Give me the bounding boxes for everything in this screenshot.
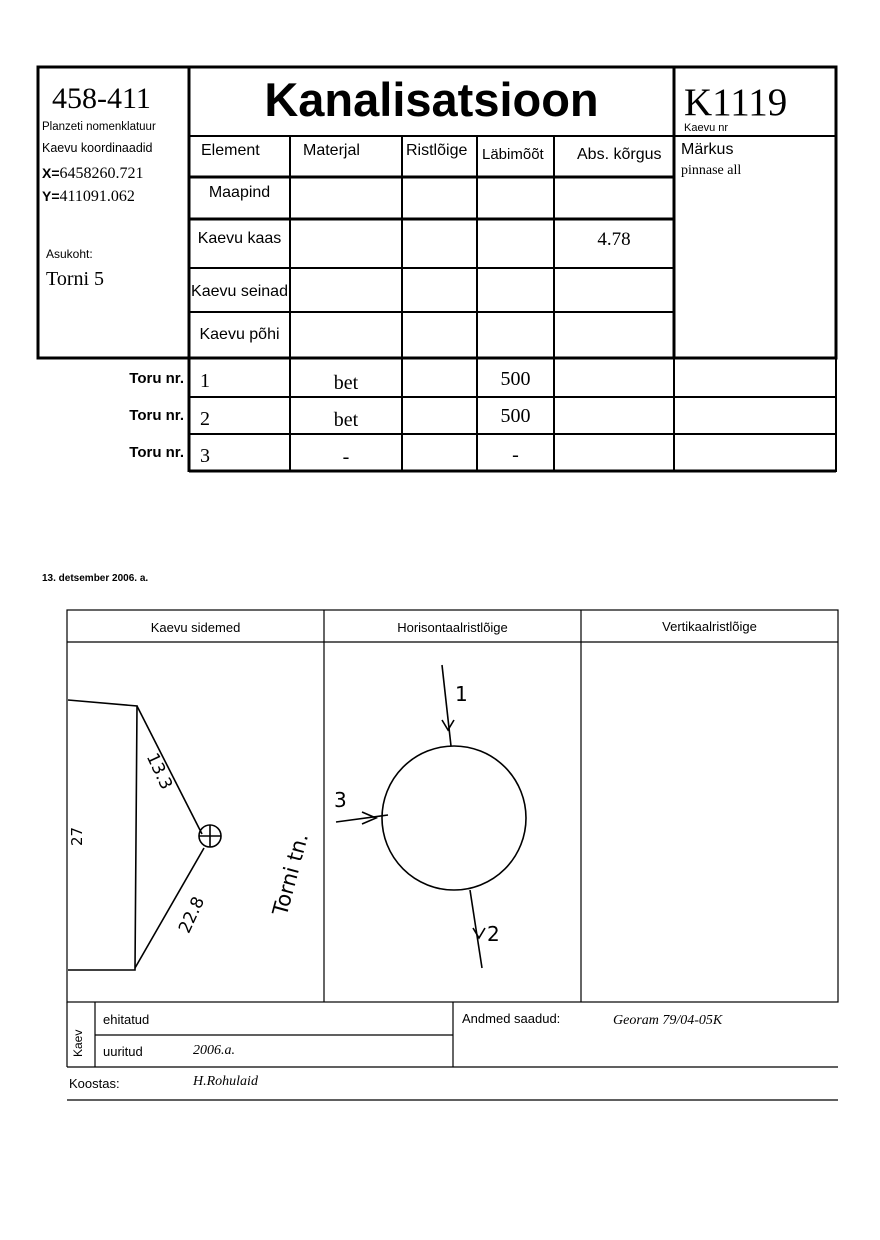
header-cross-section: Ristlõige [406, 142, 468, 159]
hand-distance-27: 27 [68, 826, 86, 846]
well-ties-sketch [68, 665, 526, 970]
well-number-value: K1119 [684, 81, 788, 124]
well-number-label: Kaevu nr [684, 122, 729, 134]
nomenclature-label: Planzeti nomenklatuur [42, 121, 156, 133]
hand-street-name: Torni tn. [268, 830, 314, 919]
abs-height-value: 4.78 [597, 229, 631, 250]
y-prefix: Y= [42, 188, 60, 204]
pipe-material: - [342, 446, 350, 468]
remarks-label: Märkus [681, 141, 734, 158]
pipe-material: bet [333, 409, 359, 431]
built-label: ehitatud [103, 1012, 150, 1027]
sketch-header-horizontal: Horisontaalristlõige [397, 620, 508, 635]
pipe-diameter: - [512, 444, 519, 466]
pipe-material: bet [333, 372, 359, 394]
surveyed-value: 2006.a. [193, 1043, 235, 1058]
pipe-number: 3 [200, 445, 210, 467]
pipe-label: Toru nr. [129, 370, 184, 387]
nomenclature-value: 458-411 [52, 82, 151, 115]
page-title: Kanalisatsioon [264, 73, 599, 126]
sketch-header-vertical: Vertikaalristlõige [662, 619, 757, 634]
document-date: 13. detsember 2006. a. [42, 573, 149, 584]
location-value: Torni 5 [46, 268, 105, 290]
surveyed-label: uuritud [103, 1044, 143, 1059]
coordinates-label: Kaevu koordinaadid [42, 141, 153, 155]
pipe-diameter: 500 [500, 368, 531, 390]
data-source-label: Andmed saadud: [462, 1011, 561, 1026]
x-prefix: X= [42, 165, 60, 181]
header-material: Materjal [303, 142, 360, 159]
author-label: Koostas: [69, 1076, 120, 1091]
x-coordinate: 6458260.721 [59, 165, 144, 182]
pipe-number: 1 [200, 370, 210, 392]
element-row-label: Kaevu põhi [199, 326, 280, 343]
pipe-diameter: 500 [500, 405, 531, 427]
sketch-header-ties: Kaevu sidemed [150, 620, 241, 635]
element-row-label: Kaevu seinad [191, 283, 288, 300]
pipe-number: 2 [200, 408, 210, 430]
y-coordinate: 411091.062 [59, 188, 135, 205]
hand-pipe-2: 2 [487, 922, 500, 946]
hand-distance-22-8: 22.8 [175, 893, 210, 937]
header-element: Element [201, 142, 260, 159]
pipe-label: Toru nr. [129, 444, 184, 461]
hand-pipe-3: 3 [334, 788, 347, 812]
footer-side-label: Kaev [71, 1029, 85, 1057]
hand-pipe-1: 1 [455, 682, 468, 706]
data-source-value: Georam 79/04-05K [613, 1013, 723, 1028]
location-label: Asukoht: [46, 247, 93, 261]
element-row-label: Maapind [208, 184, 271, 201]
pipe-label: Toru nr. [129, 407, 184, 424]
remarks-value: pinnase all [681, 163, 742, 178]
hand-distance-13-3: 13.3 [141, 750, 177, 793]
element-row-label: Kaevu kaas [197, 230, 282, 247]
header-diameter: Läbimõõt [482, 146, 544, 163]
header-abs-height: Abs. kõrgus [577, 146, 662, 163]
author-value: H.Rohulaid [193, 1074, 258, 1089]
